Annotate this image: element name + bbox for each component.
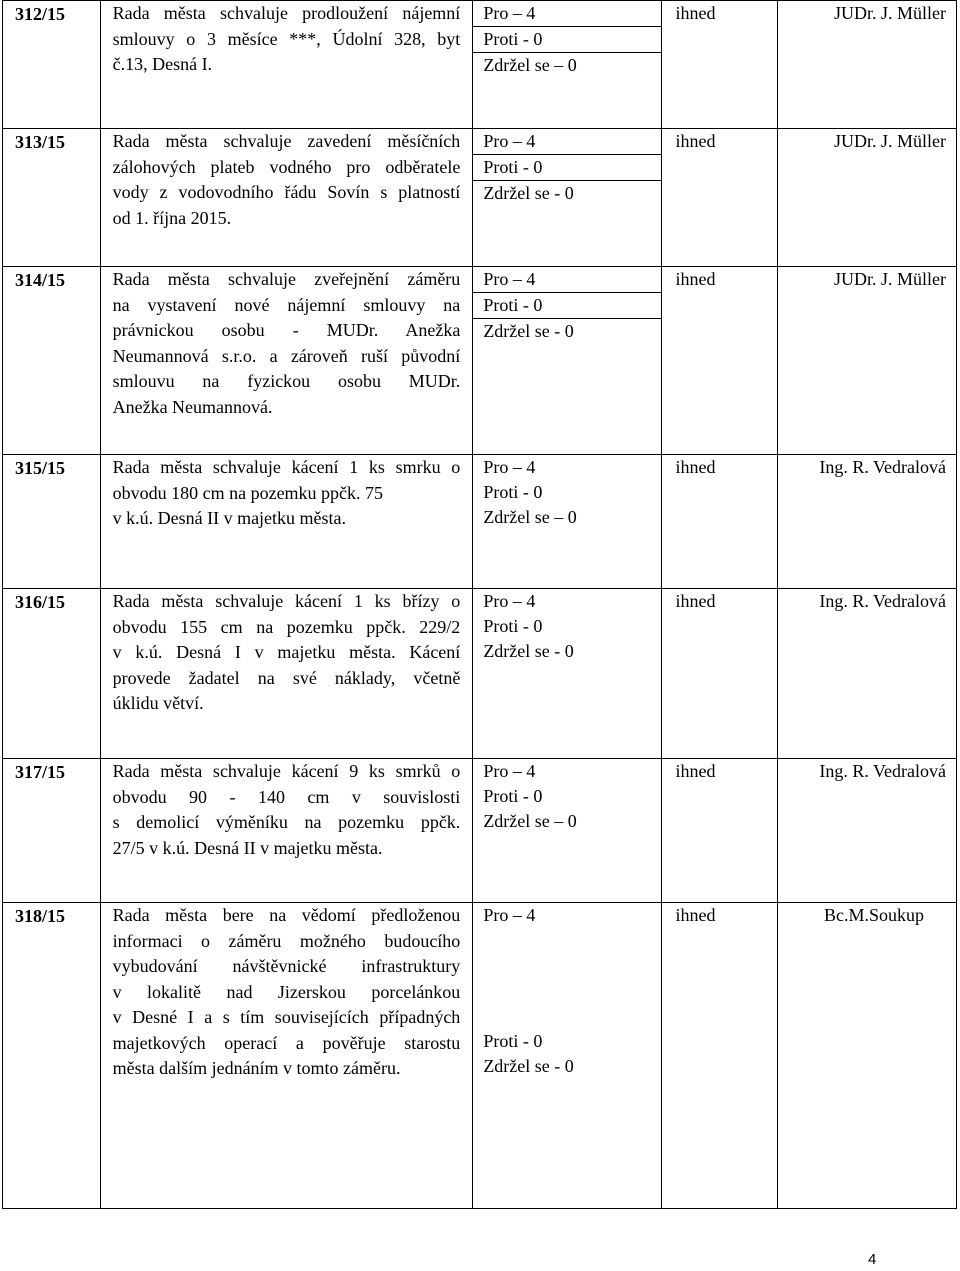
resolution-text	[100, 589, 473, 759]
vote-abstain: Zdržel se - 0	[483, 1056, 574, 1076]
text-line: v k.ú. Desná II v majetku města.	[112, 508, 347, 528]
text-line: č.13, Desná I.	[112, 54, 213, 74]
text-line: úklidu větví.	[112, 693, 204, 713]
text-line: Rada města schvaluje kácení 9 ks smrků o	[112, 761, 461, 781]
text-line: 27/5 v k.ú. Desná II v majetku města.	[112, 837, 383, 858]
text-line: Rada města bere na vědomí předloženou	[112, 905, 461, 925]
vote-against: Proti - 0	[483, 1031, 543, 1051]
resolution-text	[100, 903, 473, 1209]
table-row	[3, 455, 957, 589]
vote-for: Pro – 4	[483, 761, 536, 781]
vote-abstain: Zdržel se – 0	[483, 811, 577, 831]
text-line: Neumannová s.r.o. a zároveň ruší původní	[112, 345, 461, 366]
resolution-number: 314/15	[3, 267, 101, 455]
text-line: Rada města schvaluje zavedení měsíčních	[112, 131, 461, 151]
vote-abstain: Zdržel se – 0	[483, 507, 577, 527]
term-cell: ihned	[661, 267, 778, 455]
table-row	[3, 129, 957, 267]
text-line: Rada města schvaluje kácení 1 ks břízy o	[112, 591, 461, 611]
resolutions-table	[2, 0, 957, 1209]
resolution-text	[100, 455, 473, 589]
resolution-number: 312/15	[3, 1, 101, 129]
vote-cell	[473, 267, 661, 455]
text-line: s demolicí výměníku na pozemku ppčk.	[112, 812, 461, 832]
vote-against: Proti - 0	[483, 482, 543, 502]
resolution-text	[100, 1, 473, 129]
vote-abstain: Zdržel se - 0	[483, 321, 574, 341]
text-line: provede žadatel na své náklady, včetně	[112, 667, 461, 688]
resolution-text	[100, 267, 473, 455]
responsible-cell: JUDr. J. Müller	[778, 129, 957, 267]
vote-for: Pro – 4	[473, 129, 660, 155]
text-line: vody z vodovodního řádu Sovín s platností	[112, 182, 461, 202]
text-line: obvodu 155 cm na pozemku ppčk. 229/2	[112, 616, 461, 637]
vote-cell	[473, 759, 661, 903]
responsible-cell: Ing. R. Vedralová	[778, 455, 957, 589]
vote-for: Pro – 4	[473, 1, 660, 27]
vote-abstain: Zdržel se - 0	[483, 641, 574, 661]
text-line: informaci o záměru možného budoucího	[112, 930, 461, 951]
resolution-number: 315/15	[3, 455, 101, 589]
text-line: obvodu 180 cm na pozemku ppčk. 75	[112, 482, 384, 503]
table-row	[3, 589, 957, 759]
vote-for: Pro – 4	[473, 267, 660, 293]
vote-for: Pro – 4	[483, 457, 536, 477]
responsible-cell: Ing. R. Vedralová	[778, 759, 957, 903]
text-line: na vystavení nové nájemní smlouvy na	[112, 294, 461, 315]
responsible-cell: Bc.M.Soukup	[778, 903, 957, 1209]
responsible-cell: JUDr. J. Müller	[778, 267, 957, 455]
text-line: Rada města schvaluje kácení 1 ks smrku o	[112, 457, 461, 477]
table-row	[3, 267, 957, 455]
resolution-text	[100, 129, 473, 267]
vote-against: Proti - 0	[473, 27, 660, 53]
vote-abstain: Zdržel se – 0	[483, 55, 577, 75]
page-number: 4	[868, 1251, 877, 1268]
text-line: v Desné I a s tím souvisejících případných	[112, 1007, 461, 1027]
responsible-cell: JUDr. J. Müller	[778, 1, 957, 129]
vote-cell	[473, 129, 661, 267]
text-line: v lokalitě nad Jizerskou porcelánkou	[112, 981, 461, 1002]
text-line: Rada města schvaluje prodloužení nájemní	[112, 3, 461, 23]
table-row	[3, 759, 957, 903]
vote-cell	[473, 1, 661, 129]
term-cell: ihned	[661, 903, 778, 1209]
vote-against: Proti - 0	[483, 786, 543, 806]
term-cell: ihned	[661, 1, 778, 129]
text-line: vybudování návštěvnické infrastruktury	[112, 956, 461, 976]
text-line: od 1. října 2015.	[112, 207, 232, 228]
text-line: zálohových plateb vodného pro odběratele	[112, 156, 461, 177]
vote-against: Proti - 0	[483, 616, 543, 636]
vote-cell	[473, 589, 661, 759]
vote-abstain: Zdržel se - 0	[483, 183, 574, 203]
term-cell: ihned	[661, 455, 778, 589]
text-line: smlouvu na fyzickou osobu MUDr.	[112, 371, 461, 391]
term-cell: ihned	[661, 589, 778, 759]
text-line: smlouvy o 3 měsíce ***, Údolní 328, byt	[112, 28, 461, 49]
resolution-number: 316/15	[3, 589, 101, 759]
resolution-number: 317/15	[3, 759, 101, 903]
resolution-number: 313/15	[3, 129, 101, 267]
text-line: města dalším jednáním v tomto záměru.	[112, 1058, 401, 1078]
vote-gap	[473, 928, 660, 1029]
term-cell: ihned	[661, 129, 778, 267]
text-line: v k.ú. Desná I v majetku města. Kácení	[112, 642, 461, 662]
responsible-cell: Ing. R. Vedralová	[778, 589, 957, 759]
vote-cell	[473, 455, 661, 589]
text-line: majetkových operací a pověřuje starostu	[112, 1032, 461, 1053]
vote-cell	[473, 903, 661, 1209]
term-cell: ihned	[661, 759, 778, 903]
table-row	[3, 903, 957, 1209]
vote-for: Pro – 4	[483, 591, 536, 611]
vote-against: Proti - 0	[473, 293, 660, 319]
resolution-text	[100, 759, 473, 903]
vote-against: Proti - 0	[473, 155, 660, 181]
text-line: Anežka Neumannová.	[112, 396, 273, 417]
text-line: právnickou osobu - MUDr. Anežka	[112, 320, 461, 340]
resolution-number: 318/15	[3, 903, 101, 1209]
text-line: Rada města schvaluje zveřejnění záměru	[112, 269, 461, 289]
vote-for: Pro – 4	[483, 905, 536, 925]
table-row	[3, 1, 957, 129]
text-line: obvodu 90 - 140 cm v souvislosti	[112, 786, 461, 807]
